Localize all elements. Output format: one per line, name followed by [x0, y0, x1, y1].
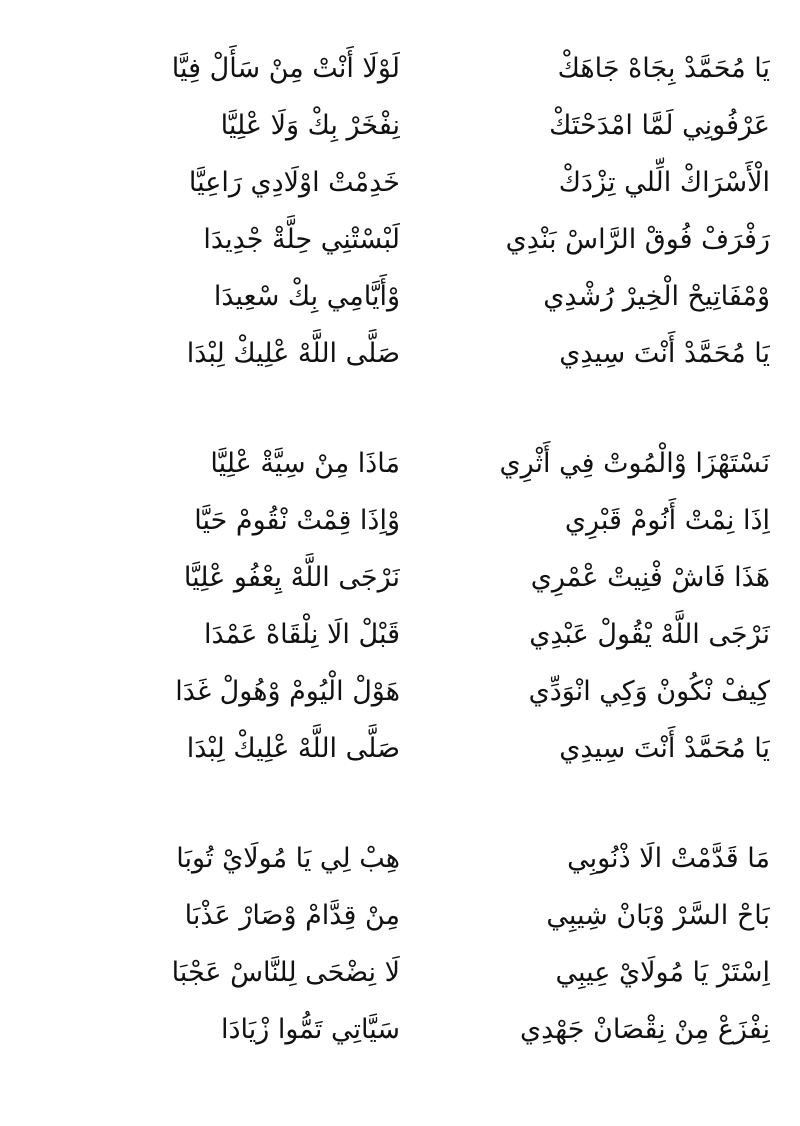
verse-hemistich-right: هَذَا فَاشْ فْنِيتْ عْمْرِي: [530, 562, 770, 593]
stanza-2: [0, 435, 800, 777]
verse-hemistich-right: رَفْرَفْ فُوقْ الرَّاسْ بَنْدِي: [505, 224, 770, 255]
stanza-1: [0, 40, 800, 382]
verse-hemistich-right: الْأَسْرَاكْ الِّلي تِزْدَكْ: [558, 167, 770, 198]
verse-line: [0, 325, 800, 382]
verse-hemistich-left: مَاذَا مِنْ سِيَّةْ عْلِيَّا: [210, 448, 400, 479]
verse-hemistich-right: اِسْتَرْ يَا مُولَايْ عِيبِي: [555, 957, 770, 988]
verse-line: [0, 268, 800, 325]
verse-line: [0, 1001, 800, 1058]
verse-hemistich-right: وْمْفَاتِيحْ الْخِيرْ رُشْدِي: [543, 281, 770, 312]
verse-hemistich-left: وْاِذَا قِمْتْ نْقُومْ حَيَّا: [194, 505, 400, 536]
verse-hemistich-left: قَبْلْ الَا نِلْقَاهْ عَمْدَا: [203, 619, 400, 650]
verse-line: [0, 606, 800, 663]
verse-hemistich-right: يَا مُحَمَّدْ أَنْتَ سِيدِي: [559, 338, 770, 369]
verse-hemistich-left: صَلَّى اللَّهْ عْلِيكْ لِبْدَا: [186, 338, 400, 369]
verse-line: [0, 40, 800, 97]
verse-hemistich-left: نِفْخَرْ بِكْ وَلَا عْلِيَّا: [220, 110, 400, 141]
verse-hemistich-right: نَسْتَهْزَا وْالْمُوتْ فِي أَثْرِي: [499, 448, 770, 479]
verse-line: [0, 97, 800, 154]
verse-hemistich-left: صَلَّى اللَّهْ عْلِيكْ لِبْدَا: [186, 733, 400, 764]
verse-hemistich-left: وْأَيَّامِي بِكْ سْعِيدَا: [213, 281, 400, 312]
verse-line: [0, 435, 800, 492]
verse-hemistich-right: كِيفْ نْكُونْ وَكِي انْوَدِّي: [528, 676, 770, 707]
verse-hemistich-left: خَدِمْتْ اوْلَادِي رَاعِيَّا: [188, 167, 400, 198]
verse-line: [0, 663, 800, 720]
verse-line: [0, 154, 800, 211]
verse-line: [0, 887, 800, 944]
verse-line: [0, 830, 800, 887]
verse-hemistich-left: لَوْلَا أَنْتْ مِنْ سَأَلْ فِيَّا: [171, 53, 400, 84]
verse-hemistich-right: يَا مُحَمَّدْ بِجَاهْ جَاهَكْ: [557, 53, 770, 84]
verse-hemistich-left: مِنْ قِدَّامْ وْصَارْ عَذْبَا: [184, 900, 400, 931]
verse-hemistich-left: هَوْلْ الْيُومْ وْهُولْ غَدَا: [175, 676, 400, 707]
verse-hemistich-right: اِذَا نِمْتْ أَنُومْ قَبْرِي: [564, 505, 770, 536]
verse-line: [0, 720, 800, 777]
verse-hemistich-left: هِبْ لِي يَا مُولَايْ تُوبَا: [176, 843, 400, 874]
verse-hemistich-left: لَبْسْتْنِي حِلَّةْ جْدِيدَا: [203, 224, 400, 255]
verse-hemistich-right: نَرْجَى اللَّهْ يْقُولْ عَبْدِي: [529, 619, 770, 650]
verse-hemistich-left: نَرْجَى اللَّهْ يِعْفُو عْلِيَّا: [183, 562, 400, 593]
verse-hemistich-left: سَيَّاتِي تَمُّوا زْيَادَا: [220, 1014, 400, 1045]
verse-hemistich-right: يَا مُحَمَّدْ أَنْتَ سِيدِي: [559, 733, 770, 764]
verse-hemistich-right: نِفْزَعْ مِنْ نِقْصَانْ جَهْدِي: [519, 1014, 770, 1045]
verse-hemistich-right: عَرْفُونِي لَمَّا امْدَحْتَكْ: [549, 110, 770, 141]
verse-hemistich-left: لَا نِضْحَى لِلنَّاسْ عَجْبَا: [171, 957, 400, 988]
verse-line: [0, 211, 800, 268]
verse-line: [0, 549, 800, 606]
stanza-3: [0, 830, 800, 1058]
verse-hemistich-right: مَا قَدَّمْتْ الَا ذْنُوبِي: [567, 843, 770, 874]
verse-hemistich-right: بَاحْ السَّرْ وْبَانْ شِيبِي: [546, 900, 770, 931]
verse-line: [0, 492, 800, 549]
verse-line: [0, 944, 800, 1001]
